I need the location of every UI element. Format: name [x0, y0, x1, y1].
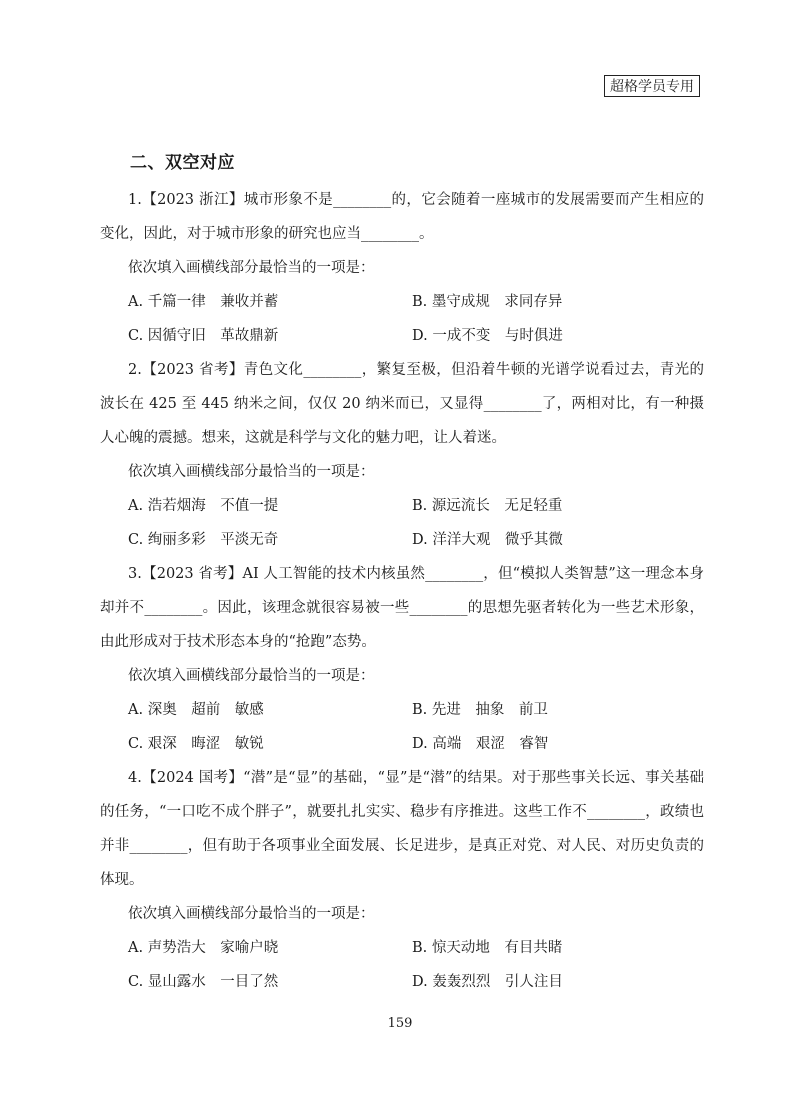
question-1-prompt: 依次填入画横线部分最恰当的一项是： — [128, 260, 375, 276]
question-3-prompt: 依次填入画横线部分最恰当的一项是： — [128, 668, 375, 684]
question-3 — [100, 557, 704, 761]
question-2 — [100, 353, 704, 557]
page-number: 159 — [387, 1016, 413, 1031]
option-a: A. 声势浩大 家喻户晓 — [128, 940, 279, 956]
option-b: B. 墨守成规 求同存异 — [412, 294, 563, 310]
option-c: C. 显山露水 一目了然 — [128, 974, 279, 990]
option-a: A. 深奥 超前 敏感 — [128, 702, 264, 718]
option-b: B. 惊天动地 有目共睹 — [412, 940, 563, 956]
option-d: D. 轰轰烈烈 引人注目 — [412, 974, 563, 990]
option-a: A. 浩若烟海 不值一提 — [128, 498, 279, 514]
option-d: D. 洋洋大观 微乎其微 — [412, 532, 563, 548]
option-b: B. 源远流长 无足轻重 — [412, 498, 563, 514]
option-c: C. 因循守旧 革故鼎新 — [128, 328, 279, 344]
question-4-options — [100, 931, 704, 999]
question-1-stem: 1.【2023 浙江】城市形象不是________的，它会随着一座城市的发展需要而产生相应的变化，因此，对于城市形象的研究也应当________。 — [100, 192, 704, 242]
question-list — [100, 183, 704, 999]
option-a: A. 千篇一律 兼收并蓄 — [128, 294, 279, 310]
option-c: C. 艰深 晦涩 敏锐 — [128, 736, 264, 752]
question-4 — [100, 761, 704, 999]
option-d: D. 高端 艰涩 睿智 — [412, 736, 549, 752]
question-2-prompt: 依次填入画横线部分最恰当的一项是： — [128, 464, 375, 480]
question-4-prompt: 依次填入画横线部分最恰当的一项是： — [128, 906, 375, 922]
question-1 — [100, 183, 704, 353]
option-b: B. 先进 抽象 前卫 — [412, 702, 548, 718]
option-d: D. 一成不变 与时俱进 — [412, 328, 563, 344]
question-2-options — [100, 489, 704, 557]
question-3-options — [100, 693, 704, 761]
question-1-options — [100, 285, 704, 353]
student-exclusive-badge: 超格学员专用 — [604, 75, 700, 97]
question-2-stem: 2.【2023 省考】青色文化________，繁复至极，但沿着牛顿的光谱学说看过去，青光的波长在 425 至 445 纳米之间，仅仅 20 纳米而已，又显得________了，两相对比，有一种摄人心魄的震撼。想来，这就是科学与文化的魅力吧，让人着迷。 — [100, 362, 704, 446]
section-title: 二、双空对应 — [130, 153, 235, 173]
question-3-stem: 3.【2023 省考】AI 人工智能的技术内核虽然________，但“模拟人类智慧”这一理念本身却并不________。因此，该理念就很容易被一些________的思想先驱者转化为一些艺术形象，由此形成对于技术形态本身的“抢跑”态势。 — [100, 566, 704, 650]
option-c: C. 绚丽多彩 平淡无奇 — [128, 532, 279, 548]
question-4-stem: 4.【2024 国考】“潜”是“显”的基础，“显”是“潜”的结果。对于那些事关长远、事关基础的任务，“一口吃不成个胖子”，就要扎扎实实、稳步有序推进。这些工作不________，政绩也并非________，但有助于各项事业全面发展、长足进步，是真正对党、对人民、对历史负责的体现。 — [100, 770, 704, 888]
